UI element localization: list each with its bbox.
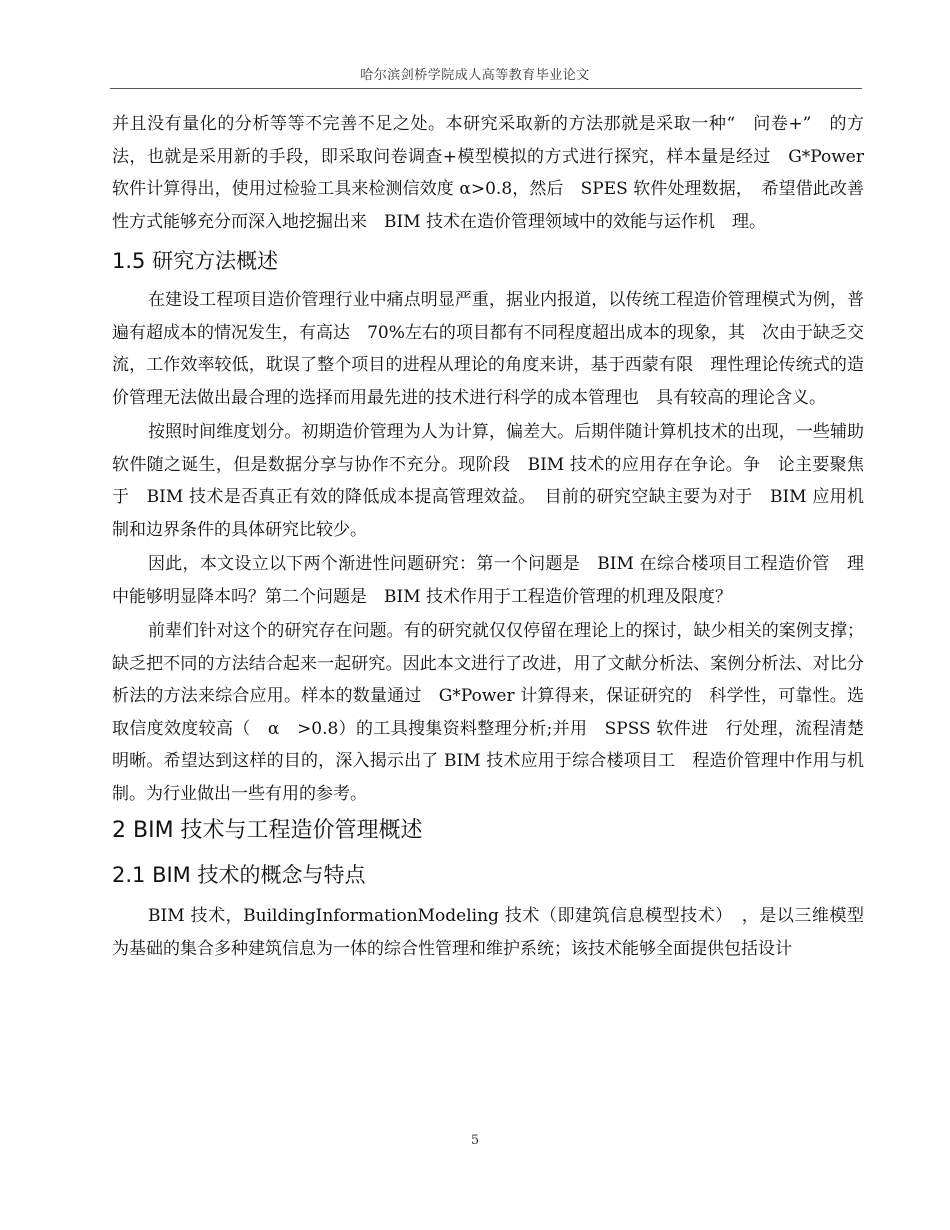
section-heading-2-1: 2.1 BIM 技术的概念与特点 xyxy=(112,863,366,887)
paragraph: 在建设工程项目造价管理行业中痛点明显严重，据业内报道，以传统工程造价管理模式为例，普遍有超成本的情况发生，有高达 70%左右的项目都有不同程度超出成本的现象，其 次由于缺乏交流，工作效率较低，耽误了整个项目的进程从理论的角度来讲，基于西蒙有限 理性理论传统式的造价管理无法做出最合理的选择而用最先进的技术进行科学的成本管理也 具有较高的理论含义。 xyxy=(112,290,864,408)
chapter-heading-2: 2 BIM 技术与工程造价管理概述 xyxy=(112,818,423,843)
section-heading-1-5: 1.5 研究方法概述 xyxy=(112,249,279,273)
header-rule xyxy=(110,88,862,89)
page-number: 5 xyxy=(470,1133,480,1148)
running-header: 哈尔滨剑桥学院成人高等教育毕业论文 xyxy=(360,68,590,83)
paragraph: 因此，本文设立以下两个渐进性问题研究：第一个问题是 BIM 在综合楼项目工程造价管 理中能够明显降本吗？第二个问题是 BIM 技术作用于工程造价管理的机理及限度？ xyxy=(112,554,864,607)
paragraph: BIM 技术，BuildingInformationModeling 技术（即建筑信息模型技术） ，是以三维模型 为基础的集合多种建筑信息为一体的综合性管理和维护系统；该技术能够全面提供包括设计 xyxy=(112,906,881,959)
paragraph: 按照时间维度划分。初期造价管理为人为计算，偏差大。后期伴随计算机技术的出现，一些辅助软件随之诞生，但是数据分享与协作不充分。现阶段 BIM 技术的应用存在争论。争 论主要聚焦于 BIM 技术是否真正有效的降低成本提高管理效益。 目前的研究空缺主要为对于 BIM 应用机制和边界条件的具体研究比较少。 xyxy=(112,422,864,540)
document-body xyxy=(112,108,881,967)
paragraph-continuation: 并且没有量化的分析等等不完善不足之处。本研究采取新的方法那就是采取一种“ 问卷+” 的方法，也就是采用新的手段，即采取问卷调查+模型模拟的方式进行探究，样本量是经过 G*Power 软件计算得出，使用过检验工具来检测信效度 α>0.8，然后 SPES 软件处理数据， 希望借此改善性方式能够充分而深入地挖掘出来 BIM 技术在造价管理领域中的效能与运作机 理。 xyxy=(112,114,864,232)
paragraph: 前辈们针对这个的研究存在问题。有的研究就仅仅停留在理论上的探讨，缺少相关的案例支撑；缺乏把不同的方法结合起来一起研究。因此本文进行了改进，用了文献分析法、案例分析法、对比分析法的方法来综合应用。样本的数量通过 G*Power 计算得来，保证研究的 科学性，可靠性。选取信度效度较高（ α >0.8）的工具搜集资料整理分析;并用 SPSS 软件进 行处理，流程清楚明晰。希望达到这样的目的，深入揭示出了 BIM 技术应用于综合楼项目工 程造价管理中作用与机制。为行业做出一些有用的参考。 xyxy=(112,621,864,804)
